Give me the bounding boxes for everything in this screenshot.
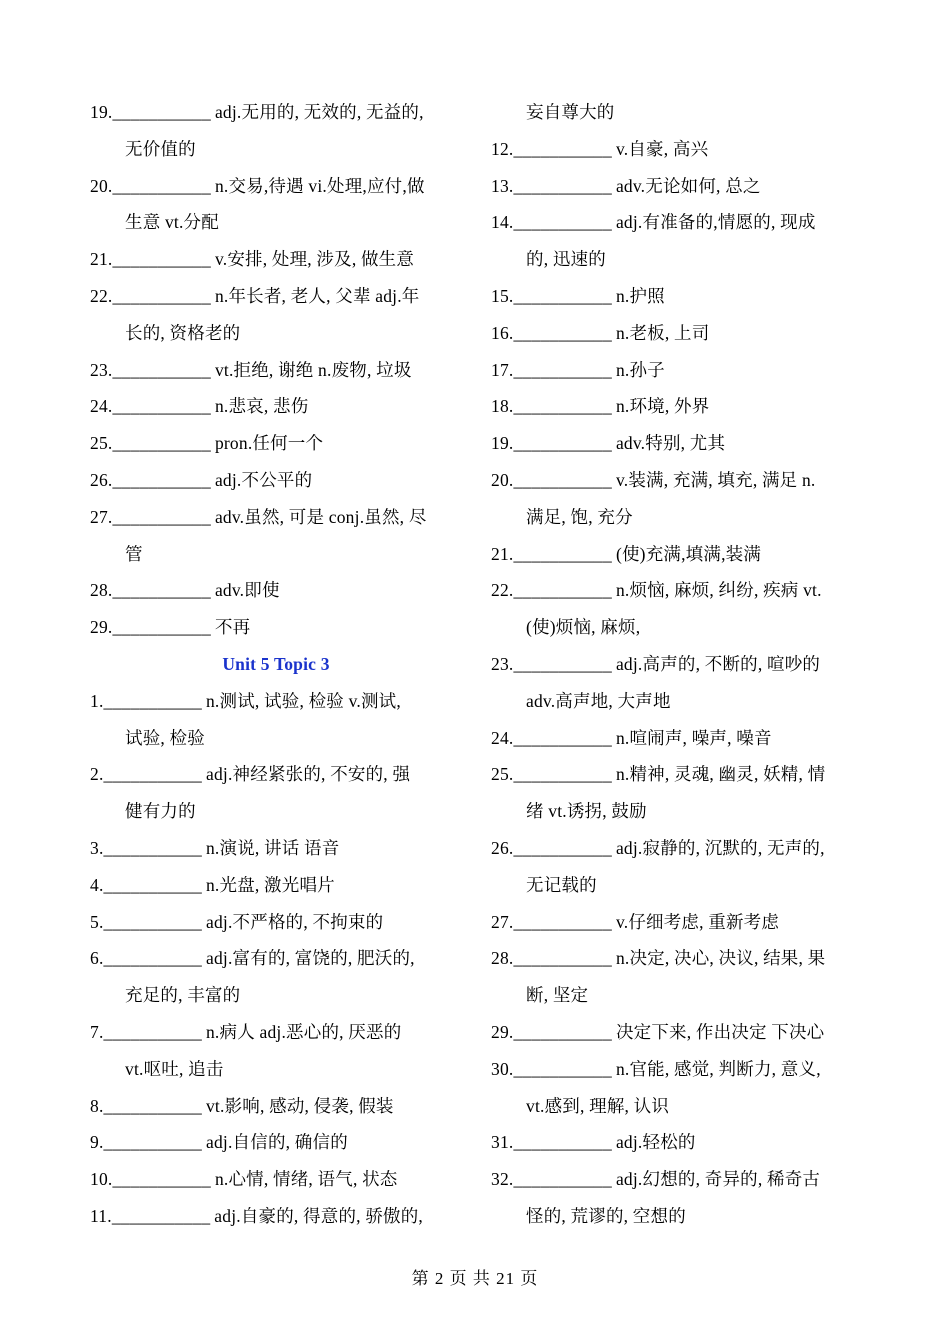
entry-definition: adj.自豪的, 得意的, 骄傲的, — [214, 1205, 424, 1226]
entry-number: 22. — [90, 285, 113, 306]
answer-blank: ___________ — [513, 1169, 612, 1190]
answer-blank: ___________ — [513, 911, 612, 932]
entry-definition: adv.即使 — [214, 580, 280, 601]
entry-continuation: 试验, 检验 — [125, 727, 205, 748]
entry-number: 27. — [491, 911, 514, 932]
entry-continuation: 管 — [125, 543, 143, 564]
vocab-entry — [491, 756, 863, 793]
entry-number: 30. — [491, 1058, 514, 1079]
vocab-entry — [90, 168, 462, 205]
entry-number: 1. — [90, 690, 104, 711]
answer-blank: ___________ — [112, 396, 211, 417]
answer-blank: ___________ — [112, 285, 211, 306]
entry-definition: n.决定, 决心, 决议, 结果, 果 — [615, 948, 826, 969]
entry-definition: adj.幻想的, 奇异的, 稀奇古 — [615, 1169, 821, 1190]
answer-blank: ___________ — [513, 543, 612, 564]
entry-continuation: 生意 vt.分配 — [125, 212, 219, 233]
answer-blank: ___________ — [513, 1058, 612, 1079]
entry-definition: n.测试, 试验, 检验 v.测试, — [205, 690, 401, 711]
entry-definition: v.装满, 充满, 填充, 满足 n. — [615, 469, 816, 490]
entry-continuation: adv.高声地, 大声地 — [526, 690, 671, 711]
entry-definition: n.年长者, 老人, 父辈 adj.年 — [214, 285, 420, 306]
entry-continuation: (使)烦恼, 麻烦, — [526, 617, 641, 638]
entry-number: 32. — [491, 1169, 514, 1190]
entry-definition: 不再 — [214, 617, 251, 638]
vocab-entry — [90, 388, 462, 425]
vocab-entry — [90, 1198, 462, 1235]
answer-blank: ___________ — [513, 396, 612, 417]
entry-number: 7. — [90, 1021, 104, 1042]
entry-definition: n.护照 — [615, 285, 665, 306]
entry-continuation: 无价值的 — [125, 138, 196, 159]
entry-definition: adv.特别, 尤其 — [615, 433, 726, 454]
entry-number: 16. — [491, 322, 514, 343]
page-footer: 第 2 页 共 21 页 — [411, 1269, 539, 1288]
entry-number: 19. — [90, 102, 113, 122]
answer-blank: ___________ — [112, 433, 211, 454]
answer-blank: ___________ — [513, 322, 612, 343]
vocab-entry — [491, 278, 863, 315]
vocab-entry — [491, 204, 863, 241]
vocab-entry — [491, 315, 863, 352]
entry-definition: adj.高声的, 不断的, 喧吵的 — [615, 653, 821, 674]
answer-blank: ___________ — [103, 1021, 202, 1042]
vocab-entry — [491, 646, 863, 683]
entry-definition: adj.有准备的,情愿的, 现成 — [615, 212, 816, 233]
vocab-entry — [90, 867, 462, 904]
answer-blank: ___________ — [112, 617, 211, 638]
answer-blank: ___________ — [513, 727, 612, 748]
entry-number: 20. — [90, 175, 113, 196]
answer-blank: ___________ — [513, 175, 612, 196]
entry-continuation: 妄自尊大的 — [526, 102, 615, 122]
answer-blank: ___________ — [103, 948, 202, 969]
vocab-entry — [491, 904, 863, 941]
answer-blank: ___________ — [112, 506, 211, 527]
entry-number: 28. — [491, 948, 514, 969]
entry-number: 12. — [491, 138, 514, 159]
entry-definition: pron.任何一个 — [214, 433, 324, 454]
vocab-entry — [491, 131, 863, 168]
answer-blank: ___________ — [513, 1132, 612, 1153]
answer-blank: ___________ — [103, 690, 202, 711]
entry-number: 25. — [90, 433, 113, 454]
entry-definition: n.悲哀, 悲伤 — [214, 396, 309, 417]
entry-definition: adv.无论如何, 总之 — [615, 175, 761, 196]
vocab-entry — [491, 720, 863, 757]
entry-number: 2. — [90, 764, 104, 785]
vocab-entry — [90, 940, 462, 977]
entry-number: 26. — [90, 469, 113, 490]
vocab-entry — [491, 1124, 863, 1161]
entry-number: 21. — [491, 543, 514, 564]
entry-definition: 决定下来, 作出决定 下决心 — [615, 1021, 825, 1042]
vocab-entry — [90, 572, 462, 609]
vocab-entry — [491, 830, 863, 867]
vocab-entry — [491, 352, 863, 389]
answer-blank: ___________ — [103, 874, 202, 895]
entry-definition: adj.寂静的, 沉默的, 无声的, — [615, 837, 825, 858]
vocab-entry — [491, 572, 863, 609]
entry-definition: n.交易,待遇 vi.处理,应付,做 — [214, 175, 425, 196]
entry-number: 20. — [491, 469, 514, 490]
entry-continuation: 怪的, 荒谬的, 空想的 — [526, 1205, 686, 1226]
entry-number: 29. — [491, 1021, 514, 1042]
entry-number: 5. — [90, 911, 104, 932]
entry-continuation: 断, 坚定 — [526, 985, 589, 1006]
answer-blank: ___________ — [103, 1132, 202, 1153]
entry-definition: (使)充满,填满,装满 — [615, 543, 762, 564]
entry-number: 4. — [90, 874, 104, 895]
vocab-entry — [90, 278, 462, 315]
entry-definition: adj.神经紧张的, 不安的, 强 — [205, 764, 411, 785]
entry-number: 23. — [90, 359, 113, 380]
entry-continuation: 无记载的 — [526, 874, 597, 895]
vocab-entry — [90, 425, 462, 462]
entry-definition: n.心情, 情绪, 语气, 状态 — [214, 1169, 398, 1190]
answer-blank: ___________ — [112, 102, 211, 122]
vocab-entry — [491, 168, 863, 205]
entry-number: 25. — [491, 764, 514, 785]
vocab-entry — [90, 1124, 462, 1161]
entry-continuation: 健有力的 — [125, 801, 196, 822]
entry-number: 29. — [90, 617, 113, 638]
entry-number: 24. — [491, 727, 514, 748]
answer-blank: ___________ — [112, 359, 211, 380]
right-column — [491, 94, 863, 1235]
entry-definition: v.安排, 处理, 涉及, 做生意 — [214, 249, 415, 270]
answer-blank: ___________ — [111, 1205, 211, 1226]
answer-blank: ___________ — [103, 1095, 202, 1116]
entry-number: 15. — [491, 285, 514, 306]
vocab-entry — [90, 1014, 462, 1051]
entry-definition: vt.影响, 感动, 侵袭, 假装 — [205, 1095, 394, 1116]
entry-continuation: 满足, 饱, 充分 — [526, 506, 633, 527]
answer-blank: ___________ — [513, 948, 612, 969]
entry-number: 14. — [491, 212, 514, 233]
vocab-entry — [90, 241, 462, 278]
vocab-entry — [491, 1161, 863, 1198]
entry-definition: adj.轻松的 — [615, 1132, 696, 1153]
vocab-entry — [90, 1088, 462, 1125]
answer-blank: ___________ — [103, 911, 202, 932]
answer-blank: ___________ — [103, 837, 202, 858]
answer-blank: ___________ — [112, 175, 211, 196]
answer-blank: ___________ — [513, 285, 612, 306]
vocab-entry — [90, 756, 462, 793]
answer-blank: ___________ — [513, 433, 612, 454]
vocab-entry — [90, 499, 462, 536]
vocab-entry — [90, 1161, 462, 1198]
entry-definition: n.光盘, 激光唱片 — [205, 874, 335, 895]
answer-blank: ___________ — [513, 580, 612, 601]
vocab-entry — [491, 536, 863, 573]
entry-definition: v.仔细考虑, 重新考虑 — [615, 911, 780, 932]
entry-number: 13. — [491, 175, 514, 196]
entry-definition: adj.富有的, 富饶的, 肥沃的, — [205, 948, 415, 969]
answer-blank: ___________ — [513, 1021, 612, 1042]
entry-definition: n.烦恼, 麻烦, 纠纷, 疾病 vt. — [615, 580, 822, 601]
entry-number: 27. — [90, 506, 113, 527]
entry-definition: n.喧闹声, 噪声, 噪音 — [615, 727, 772, 748]
entry-definition: n.孙子 — [615, 359, 665, 380]
entry-continuation: vt.感到, 理解, 认识 — [526, 1095, 670, 1116]
entry-definition: adj.不公平的 — [214, 469, 313, 490]
answer-blank: ___________ — [513, 837, 612, 858]
answer-blank: ___________ — [513, 212, 612, 233]
vocab-entry — [90, 609, 462, 646]
left-column — [90, 94, 462, 1235]
entry-continuation: vt.呕吐, 追击 — [125, 1058, 224, 1079]
answer-blank: ___________ — [513, 359, 612, 380]
vocab-entry — [90, 94, 462, 131]
entry-number: 8. — [90, 1095, 104, 1116]
vocab-entry — [491, 462, 863, 499]
entry-continuation: 长的, 资格老的 — [125, 322, 241, 343]
vocab-entry — [491, 425, 863, 462]
entry-definition: v.自豪, 高兴 — [615, 138, 709, 159]
entry-number: 23. — [491, 653, 514, 674]
entry-number: 31. — [491, 1132, 514, 1153]
entry-number: 11. — [90, 1205, 112, 1226]
answer-blank: ___________ — [513, 764, 612, 785]
entry-definition: n.演说, 讲话 语音 — [205, 837, 340, 858]
entry-definition: adj.无用的, 无效的, 无益的, — [214, 102, 424, 122]
entry-definition: n.精神, 灵魂, 幽灵, 妖精, 情 — [615, 764, 826, 785]
entry-number: 24. — [90, 396, 113, 417]
entry-number: 18. — [491, 396, 514, 417]
vocab-entry — [90, 830, 462, 867]
vocab-entry — [491, 1014, 863, 1051]
entry-number: 10. — [90, 1169, 113, 1190]
answer-blank: ___________ — [112, 1169, 211, 1190]
vocab-entry — [491, 1051, 863, 1088]
answer-blank: ___________ — [112, 249, 211, 270]
entry-continuation: 的, 迅速的 — [526, 249, 606, 270]
entry-number: 6. — [90, 948, 104, 969]
entry-number: 9. — [90, 1132, 104, 1153]
answer-blank: ___________ — [103, 764, 202, 785]
entry-definition: n.官能, 感觉, 判断力, 意义, — [615, 1058, 821, 1079]
vocab-entry — [491, 388, 863, 425]
entry-definition: adj.不严格的, 不拘束的 — [205, 911, 384, 932]
vocab-entry — [90, 904, 462, 941]
vocab-entry — [90, 462, 462, 499]
entry-definition: n.病人 adj.恶心的, 厌恶的 — [205, 1021, 402, 1042]
entry-number: 19. — [491, 433, 514, 454]
entry-definition: adv.虽然, 可是 conj.虽然, 尽 — [214, 506, 427, 527]
answer-blank: ___________ — [112, 469, 211, 490]
entry-continuation: 绪 vt.诱拐, 鼓励 — [526, 801, 647, 822]
entry-number: 26. — [491, 837, 514, 858]
entry-definition: n.老板, 上司 — [615, 322, 710, 343]
entry-number: 22. — [491, 580, 514, 601]
answer-blank: ___________ — [513, 653, 612, 674]
entry-number: 21. — [90, 249, 113, 270]
answer-blank: ___________ — [513, 138, 612, 159]
answer-blank: ___________ — [112, 580, 211, 601]
entry-definition: adj.自信的, 确信的 — [205, 1132, 348, 1153]
entry-number: 28. — [90, 580, 113, 601]
entry-number: 17. — [491, 359, 514, 380]
section-heading: Unit 5 Topic 3 — [222, 653, 330, 674]
entry-definition: n.环境, 外界 — [615, 396, 710, 417]
entry-continuation: 充足的, 丰富的 — [125, 985, 241, 1006]
vocab-entry — [90, 352, 462, 389]
vocab-entry — [491, 940, 863, 977]
entry-definition: vt.拒绝, 谢绝 n.废物, 垃圾 — [214, 359, 412, 380]
answer-blank: ___________ — [513, 469, 612, 490]
entry-number: 3. — [90, 837, 104, 858]
vocab-entry — [90, 683, 462, 720]
